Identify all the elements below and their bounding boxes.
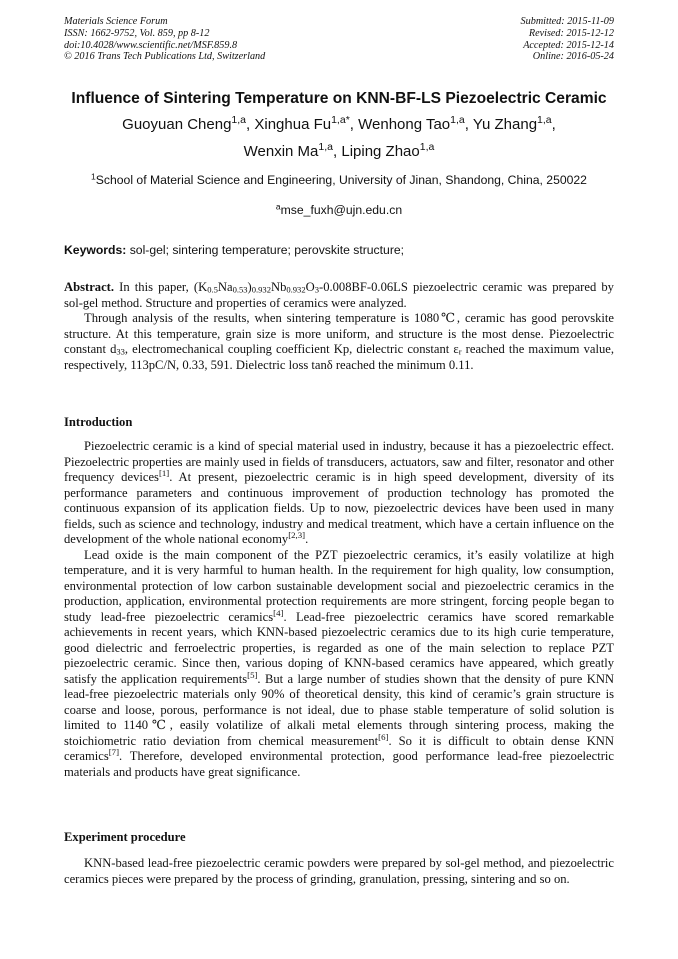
accepted-date: Accepted: 2015-12-14 [523, 39, 614, 51]
citation-ref[interactable]: [7] [108, 747, 120, 758]
issn-line: ISSN: 1662-9752, Vol. 859, pp 8-12 [64, 27, 210, 39]
text-run: -0.008BF-0.06LS piezoelectric ceramic was prepared by sol-gel method. Structure and properties of ceramics were analyzed. [64, 280, 614, 310]
author-name: , Wenhong Tao [349, 116, 451, 133]
revised-date: Revised: 2015-12-12 [528, 27, 614, 39]
affiliation-text: School of Material Science and Engineering, University of Jinan, Shandong, China, 250022 [95, 173, 587, 187]
author-sep: , [551, 116, 556, 133]
subscript: 0.5 [207, 284, 218, 295]
citation-ref[interactable]: [5] [247, 669, 258, 680]
subscript: 33 [116, 346, 125, 357]
email-address[interactable]: mse_fuxh@ujn.edu.cn [280, 203, 403, 217]
author-name: Guoyuan Cheng [122, 116, 232, 133]
text-run: Lead oxide is the main component of the PZT piezoelectric ceramics, it’s easily volatilize at high temperature, and it is very harmful to human health. In the requirement for high quality, low consumption, environmental protection of low carbon sustainable development social and piezoelectric ceramics in the production, application, environmental protection requirements are more stringent, forcing people began to study lead-free piezoelectric ceramics [64, 547, 614, 624]
text-run: . But a large number of studies shown that the density of pure KNN lead-free piezoelectric materials only 90% of theoretical density, this kind of ceramic’s grain structure is coarse and loose, porous, performance is not ideal, due to phase stable temperature of solid solution is limited to 1140℃, easily volatilize of alkali metal elements through sintering process, making the stoichiometric ratio deviation from chemical measurement [64, 671, 615, 748]
submitted-date: Submitted: 2015-11-09 [520, 16, 614, 27]
text-run: . At present, piezoelectric ceramic is in high speed development, diversity of its performance parameters and continuous improvement of production technology has promoted the continuous expansion of its application fields. Up to now, piezoelectric devices have been used in many fields, such as science and technology, industry and medical treatment, which have a certain influence on the development of the whole national economy [64, 470, 614, 546]
header-left [64, 16, 265, 63]
text-run: ) [247, 280, 252, 294]
header-right [521, 16, 614, 63]
text-run: . Therefore, developed environmental protection, good performance lead-free piezoelectric materials and products have great significance. [64, 749, 614, 779]
doi-line[interactable]: doi:10.4028/www.scientific.net/MSF.859.8 [64, 39, 238, 51]
author-line-1 [40, 116, 638, 133]
introduction-section [64, 439, 614, 780]
citation-ref[interactable]: [4] [273, 607, 284, 618]
abstract-section [64, 280, 614, 373]
keywords-label: Keywords: [64, 243, 127, 257]
text-run: Nb [270, 280, 287, 294]
section-heading-introduction: Introduction [64, 415, 133, 429]
keywords [64, 243, 614, 257]
text-run: . Lead-free piezoelectric ceramics have scored remarkable achievements in recent years, which KNN-based piezoelectric ceramics due to its high curie temperature, good dielectric and ferroelectric properties, is regarded as one of the main selection to replace PZT piezoelectric ceramic. Since then, various doping of KNN-based ceramics have appeared, which greatly satisfy the application requirements [64, 609, 614, 686]
citation-ref[interactable]: [2,3] [288, 530, 306, 541]
text-run: Through analysis of the results, when sintering temperature is 1080℃, ceramic has good perovskite structure. At this temperature, grain size is more uniform, and structure is the most dense. Piezoelectric constant d [64, 311, 614, 356]
author-name: , Yu Zhang [464, 116, 538, 133]
section-heading-experiment: Experiment procedure [64, 830, 186, 844]
keywords-text: sol-gel; sintering temperature; perovskite structure; [126, 243, 405, 257]
text-run: . So it is difficult to obtain dense KNN ceramics [64, 733, 614, 763]
affiliation [40, 173, 638, 187]
subscript: 0.932 [251, 284, 271, 295]
text-run: Piezoelectric ceramic is a kind of special material used in industry, because it has a piezoelectric effect. Piezoelectric properties are mainly used in fields of transducers, actuators, saw and filter, resonator and other frequency devices [64, 439, 614, 484]
author-sup: 1,a [231, 114, 247, 127]
author-sup: 1,a [537, 114, 552, 127]
intro-paragraph-2 [64, 548, 614, 781]
abstract-label: Abstract. [64, 280, 115, 294]
text-run: O [305, 280, 315, 294]
subscript: 0.53 [232, 284, 248, 295]
paper-title: Influence of Sintering Temperature on KNN-BF-LS Piezoelectric Ceramic [71, 90, 607, 107]
citation-ref[interactable]: [6] [378, 731, 389, 742]
journal-name: Materials Science Forum [64, 16, 168, 27]
subscript: 3 [314, 284, 319, 295]
experiment-section [64, 856, 614, 887]
email-line [40, 203, 638, 217]
email-sup: a [275, 201, 281, 212]
abstract-paragraph-2 [64, 311, 614, 373]
subscript: r [458, 346, 462, 357]
author-sup: 1,a [419, 141, 435, 154]
text-run: Na [217, 280, 233, 294]
subscript: 0.932 [286, 284, 306, 295]
affiliation-sup: 1 [91, 171, 96, 182]
author-name: Wenxin Ma [243, 143, 319, 160]
text-run: In this paper, (K [114, 280, 208, 294]
abstract-paragraph-1 [64, 280, 614, 311]
author-name: , Liping Zhao [333, 143, 420, 160]
author-sup: 1,a [318, 141, 334, 154]
copyright-line: © 2016 Trans Tech Publications Ltd, Switzerland [64, 51, 266, 63]
journal-header [64, 16, 614, 64]
author-sup: 1,a* [331, 114, 350, 127]
author-line-2 [40, 143, 638, 160]
experiment-paragraph-1: KNN-based lead-free piezoelectric ceramic powders were prepared by sol-gel method, and piezoelectric ceramics pieces were prepared by the process of grinding, granulation, pressing, sintering and so on. [64, 856, 614, 886]
citation-ref[interactable]: [1] [158, 468, 170, 479]
intro-paragraph-1 [64, 439, 614, 548]
author-sup: 1,a [450, 114, 465, 127]
author-name: , Xinghua Fu [246, 116, 332, 133]
online-date: Online: 2016-05-24 [532, 51, 614, 63]
text-run: , electromechanical coupling coefficient Kp, dielectric constant ε [124, 342, 459, 356]
text-run: . [305, 532, 309, 546]
text-run: reached the maximum value, respectively, 113pC/N, 0.33, 591. Dielectric loss tanδ reached the minimum 0.11. [64, 342, 614, 372]
